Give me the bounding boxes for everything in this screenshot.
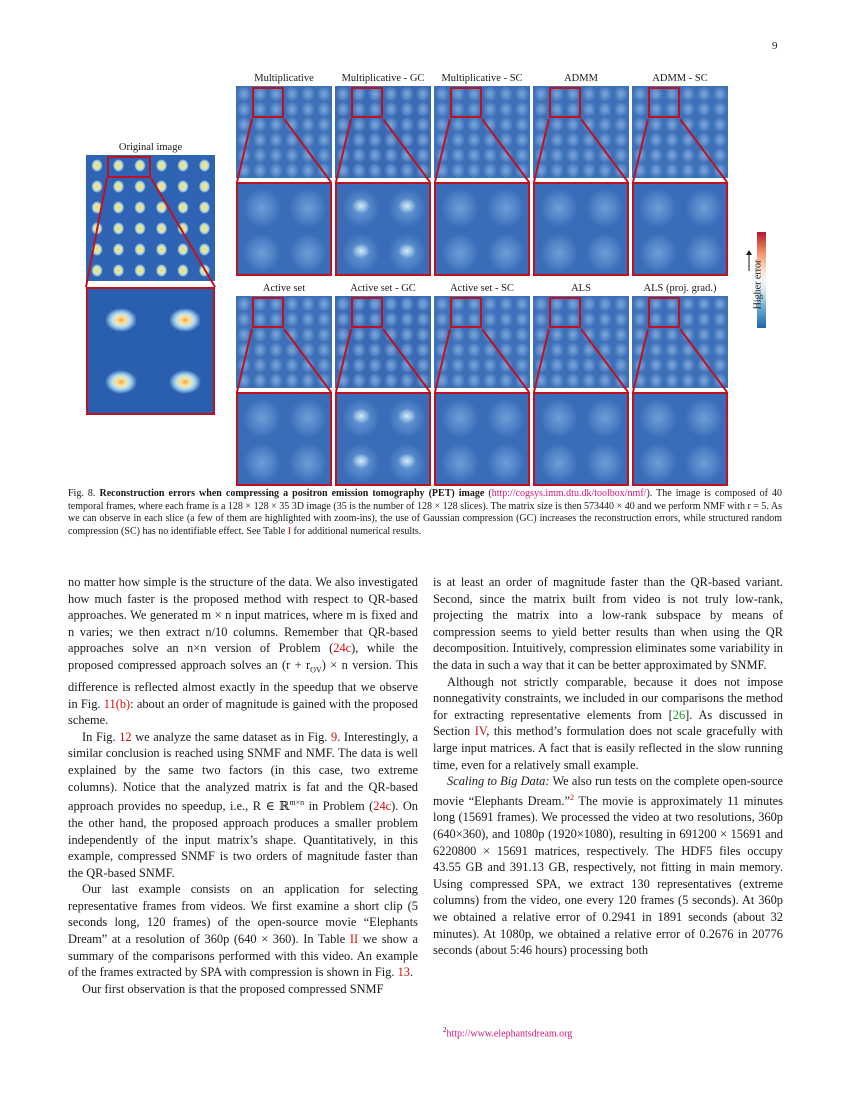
paragraph-heading: Scaling to Big Data: (447, 774, 550, 789)
panel-title: Original image (118, 142, 183, 153)
zoom-inset (533, 182, 629, 276)
footnote-ref-link[interactable]: 2 (569, 792, 574, 802)
text: . Interestingly, a similar conclusion is reached using SNMF and NMF. The data is well explained by the same two factors (in this case, two extreme columns). Notice that the analyzed matrix is fat and the QR-based approach provides no speedup, i.e., R ∈ ℝ (68, 729, 418, 814)
paragraph (433, 773, 783, 959)
panel-admm (533, 73, 629, 278)
text: no matter how simple is the structure of the data. We also investigated how much faster is the proposed method with respect to QR-based approaches. We generated m × n input matrices, where m is fixed and n varies; we then extract n/10 columns. Remember that QR-based approaches solve an n×n version of Problem ( (68, 575, 418, 656)
panel-active-set-gc (335, 283, 431, 488)
slices-grid (632, 86, 728, 178)
caption-text-end: for additional numerical results. (291, 525, 422, 537)
superscript: m×n (289, 798, 305, 808)
citation-link[interactable]: 26 (672, 707, 686, 722)
panel-multiplicative-sc (434, 73, 530, 278)
figure-ref-link[interactable]: 9 (331, 729, 338, 744)
panel-title: ALS (proj. grad.) (643, 283, 717, 294)
slices-grid (335, 86, 431, 178)
panel-admm-sc (632, 73, 728, 278)
slices-grid (632, 296, 728, 388)
text: ]. As discussed in Section (433, 707, 783, 739)
text: we show a summary of the comparisons performed with this video. An example of the frames extracted by SPA with compression is shown in Fig. (68, 932, 418, 980)
panel-als (533, 283, 629, 488)
panel-title: Active set (262, 283, 306, 294)
zoom-region (450, 87, 482, 118)
slices-grid (236, 296, 332, 388)
text: we analyze the same dataset as in Fig. (131, 729, 332, 744)
zoom-region (549, 297, 581, 328)
zoom-region (351, 297, 383, 328)
text: , this method’s formulation does not scale gracefully with large input matrices. A fact that is easily reflected in the slow running time, even for a relatively small example. (433, 724, 783, 772)
figure-caption: Fig. 8. Reconstruction errors when compressing a positron emission tomography (PET) image (http://cogsys.imm.dtu.dk/toolbox/nmf/). The image is composed of 40 temporal frames, where each frame is a 128 × 128 × 35 3D image (35 is the number of 128 × 128 slices). The matrix size is then 573440 × 40 and we perform NMF with r = 5. As we can observe in each slice (a few of them are highlighted with zoom-ins), the use of Gaussian compression (GC) increases the reconstruction errors, while structured random compression (SC) has no identifiable effect. See Table I for additional numerical results. (68, 488, 782, 537)
slices-grid (533, 296, 629, 388)
zoom-region (107, 156, 151, 178)
caption-link[interactable]: http://cogsys.imm.dtu.dk/toolbox/nmf/ (491, 488, 647, 499)
slices-grid (335, 296, 431, 388)
text: ), while the proposed compressed approach solves an (r + r (68, 641, 418, 672)
panel-title: ADMM (564, 73, 598, 84)
zoom-inset (632, 182, 728, 276)
zoom-region (252, 297, 284, 328)
zoom-region (351, 87, 383, 118)
zoom-inset (335, 182, 431, 276)
paragraph (433, 674, 783, 774)
panel-title: ALS (571, 283, 591, 294)
slices-grid (533, 86, 629, 178)
paragraph (68, 574, 418, 729)
panel-active-set-sc (434, 283, 530, 488)
panel-multiplicative-gc (335, 73, 431, 278)
figure-ref-link[interactable]: 13 (397, 965, 410, 980)
text: in Problem ( (304, 799, 374, 814)
left-column (68, 574, 418, 997)
subscript: OV (310, 665, 322, 675)
paragraph: is at least an order of magnitude faster than the QR-based variant. Second, since the matrix built from video is not truly low-rank, projecting the matrix into a low-rank subspace by means of compression seems to yield better results than when using the QR decomposition. Intuitively, compression eliminates some variability in the data in such a way that it can be better approximated by SNMF. (433, 575, 783, 672)
text: The movie is approximately 11 minutes long (15691 frames). We processed the video at two resolutions, 360p (640×360), and 1080p (1920×1080), resulting in 691200 × 15691 and 6220800 × 15691 matrices, respectively. The HDF5 files occupy 43.55 GB and 391.13 GB, respectively, not fitting in main memory. Using compressed SPA, we extract 130 representatives (extreme columns) from the video, one every 120 frames (5 seconds). At 360p we obtained a relative error of 0.2941 in 1891 seconds (about 32 minutes). At 1080p, we obtained a relative error of 0.2676 in 20776 seconds (about 5:46 hours) processing both (433, 793, 783, 958)
panel-title: Multiplicative (254, 73, 314, 84)
caption-title: Reconstruction errors when compressing a positron emission tomography (PET) image (99, 488, 485, 499)
right-column (433, 574, 783, 959)
zoom-inset (434, 182, 530, 276)
panel-title: Active set - SC (450, 283, 514, 294)
panel-title: Active set - GC (350, 283, 416, 294)
zoom-inset (86, 287, 215, 415)
panel-title: ADMM - SC (652, 73, 708, 84)
panel-active-set (236, 283, 332, 488)
zoom-inset (236, 182, 332, 276)
section-ref-link[interactable]: IV (474, 724, 487, 739)
equation-ref-link[interactable]: 24c (373, 799, 392, 814)
text: : about an order of magnitude is gained with the proposed scheme. (68, 696, 418, 728)
slices-grid (434, 296, 530, 388)
zoom-inset (434, 392, 530, 486)
slices-grid (434, 86, 530, 178)
figure-ref-link[interactable]: 12 (119, 729, 132, 744)
equation-ref-link[interactable]: 24c (333, 641, 352, 656)
arrow-up-icon (745, 250, 753, 272)
zoom-region (450, 297, 482, 328)
zoom-inset (335, 392, 431, 486)
table-ref-link[interactable]: I (287, 525, 292, 537)
zoom-inset (236, 392, 332, 486)
zoom-region (252, 87, 284, 118)
footnote-mark: 2 (443, 1026, 447, 1034)
zoom-region (648, 87, 680, 118)
text: Although not strictly comparable, because it does not impose nonnegativity constraints, we included in our comparisons the method for extracting representative elements from [ (433, 674, 783, 722)
zoom-region (648, 297, 680, 328)
figure-ref-link[interactable]: 11(b) (103, 696, 131, 711)
zoom-inset (533, 392, 629, 486)
colorbar-label: Higher error (752, 259, 764, 310)
page-number: 9 (772, 40, 778, 52)
footnote-link[interactable]: http://www.elephantsdream.org (446, 1028, 573, 1040)
slices-grid (236, 86, 332, 178)
panel-title: Multiplicative - SC (441, 73, 523, 84)
table-ref-link[interactable]: II (349, 932, 359, 947)
paragraph (68, 729, 418, 881)
paragraph: Our first observation is that the proposed compressed SNMF (82, 981, 384, 996)
caption-text: ). The image is composed of 40 temporal frames, where each frame is a 128 × 128 × 35 3D image (35 is the number of 128 × 128 slices). The matrix size is then 573440 × 40 and we perform NMF with r = 5. As we can observe in each slice (a few of them are highlighted with zoom-ins), the use of Gaussian compression (GC) increases the reconstruction errors, while structured random compression (SC) has no identifiable effect. See Table (68, 488, 782, 537)
panel-multiplicative (236, 73, 332, 278)
footnote (443, 1026, 572, 1039)
zoom-inset (632, 392, 728, 486)
text: ). On the other hand, the proposed approach produces a smaller problem independently of the input matrix’s shape. Quantitatively, in this example, compressed SNMF is two orders of magnitude faster than the QR-based SNMF. (68, 799, 419, 880)
zoom-region (549, 87, 581, 118)
panel-als-proj-grad (632, 283, 728, 488)
panel-original (86, 142, 215, 415)
text: ) × n version. This difference is reflected almost exactly in the speedup that we observe in Fig. (68, 657, 418, 711)
text: Our last example consists on an application for selecting representative frames from videos. We first examine a short clip (5 seconds long, 120 frames) of the open-source movie “Elephants Dream” at a resolution of 360p (640 × 360). In Table (68, 882, 418, 947)
text: . (409, 965, 414, 980)
panel-title: Multiplicative - GC (341, 73, 425, 84)
paragraph (68, 881, 418, 981)
text: We also run tests on the complete open-source movie “Elephants Dream.” (433, 774, 783, 808)
caption-label: Fig. 8. (68, 488, 96, 499)
text: In Fig. (82, 729, 120, 744)
